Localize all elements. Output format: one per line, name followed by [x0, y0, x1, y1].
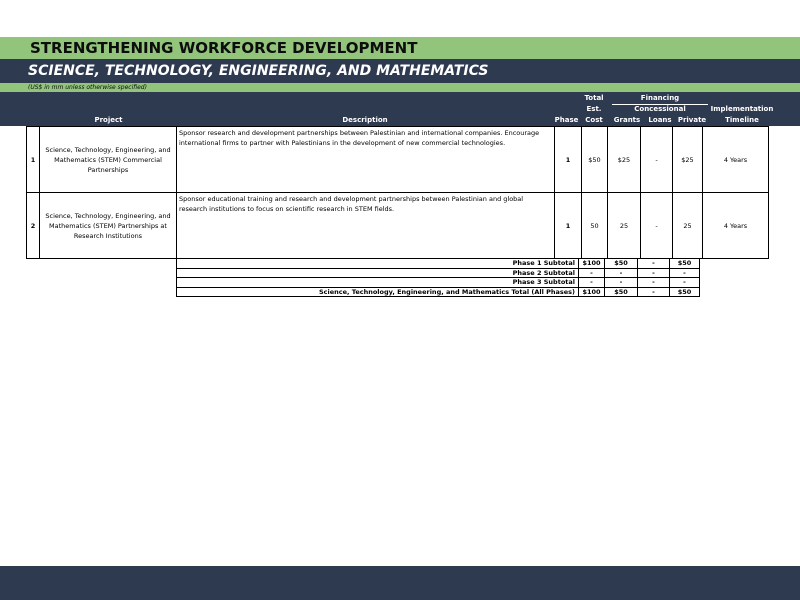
page-title: STRENGTHENING WORKFORCE DEVELOPMENT — [0, 37, 800, 59]
col-header-timeline: Timeline — [725, 116, 759, 124]
project-description: Sponsor research and development partnerships between Palestinian and international companies. Encourage international firms to partner with Palestinians in the development of new commercial technologies. — [177, 127, 555, 193]
subtotal-grants: $50 — [605, 259, 638, 269]
subtotal-private: - — [670, 268, 700, 278]
col-header-implementation: Implementation — [710, 105, 774, 113]
row-number: 2 — [27, 193, 40, 259]
units-note: (US$ in mm unless otherwise specified) — [0, 83, 800, 92]
subtotal-row — [177, 278, 700, 288]
table-row — [27, 127, 769, 193]
col-header-grants: Grants — [613, 116, 641, 124]
subtotal-private: - — [670, 278, 700, 288]
total-loans: - — [638, 287, 670, 297]
col-header-est: Est. — [586, 105, 602, 113]
subtotal-loans: - — [638, 268, 670, 278]
footer-bar — [0, 566, 800, 600]
total-grants: $50 — [605, 287, 638, 297]
project-private: 25 — [673, 193, 703, 259]
col-header-financing: Financing — [640, 94, 680, 102]
col-header-project: Project — [94, 116, 123, 124]
subtotal-label: Phase 1 Subtotal — [177, 259, 579, 269]
table-row — [27, 193, 769, 259]
project-timeline: 4 Years — [703, 127, 769, 193]
total-label: Science, Technology, Engineering, and Mathematics Total (All Phases) — [177, 287, 579, 297]
subtotal-loans: - — [638, 278, 670, 288]
project-description: Sponsor educational training and research and development partnerships between Palestinian and global research institutions to focus on scientific research in STEM fields. — [177, 193, 555, 259]
subtotal-loans: - — [638, 259, 670, 269]
project-phase: 1 — [555, 193, 582, 259]
subtotal-cost: - — [579, 278, 605, 288]
col-header-concessional: Concessional — [634, 105, 686, 113]
col-header-cost: Cost — [585, 116, 603, 124]
project-private: $25 — [673, 127, 703, 193]
col-header-total: Total — [584, 94, 604, 102]
subtotal-row — [177, 259, 700, 269]
project-grants: $25 — [608, 127, 641, 193]
subtotal-private: $50 — [670, 259, 700, 269]
project-phase: 1 — [555, 127, 582, 193]
total-row — [177, 287, 700, 297]
col-header-private: Private — [677, 116, 707, 124]
subtotal-row — [177, 268, 700, 278]
total-private: $50 — [670, 287, 700, 297]
subtotal-cost: $100 — [579, 259, 605, 269]
subtotal-cost: - — [579, 268, 605, 278]
subtotal-grants: - — [605, 278, 638, 288]
subtotal-grants: - — [605, 268, 638, 278]
project-cost: 50 — [582, 193, 608, 259]
section-title: SCIENCE, TECHNOLOGY, ENGINEERING, AND MATHEMATICS — [0, 59, 800, 83]
project-grants: 25 — [608, 193, 641, 259]
col-header-phase: Phase — [554, 116, 579, 124]
col-header-loans: Loans — [648, 116, 672, 124]
subtotal-label: Phase 2 Subtotal — [177, 268, 579, 278]
project-name: Science, Technology, Engineering, and Mathematics (STEM) Commercial Partnerships — [40, 127, 177, 193]
project-cost: $50 — [582, 127, 608, 193]
subtotals-table — [176, 258, 700, 297]
row-number: 1 — [27, 127, 40, 193]
col-header-description: Description — [342, 116, 388, 124]
project-loans: - — [641, 127, 673, 193]
project-timeline: 4 Years — [703, 193, 769, 259]
total-cost: $100 — [579, 287, 605, 297]
project-name: Science, Technology, Engineering, and Mathematics (STEM) Partnerships at Research Institutions — [40, 193, 177, 259]
subtotal-label: Phase 3 Subtotal — [177, 278, 579, 288]
projects-table — [26, 126, 769, 259]
project-loans: - — [641, 193, 673, 259]
